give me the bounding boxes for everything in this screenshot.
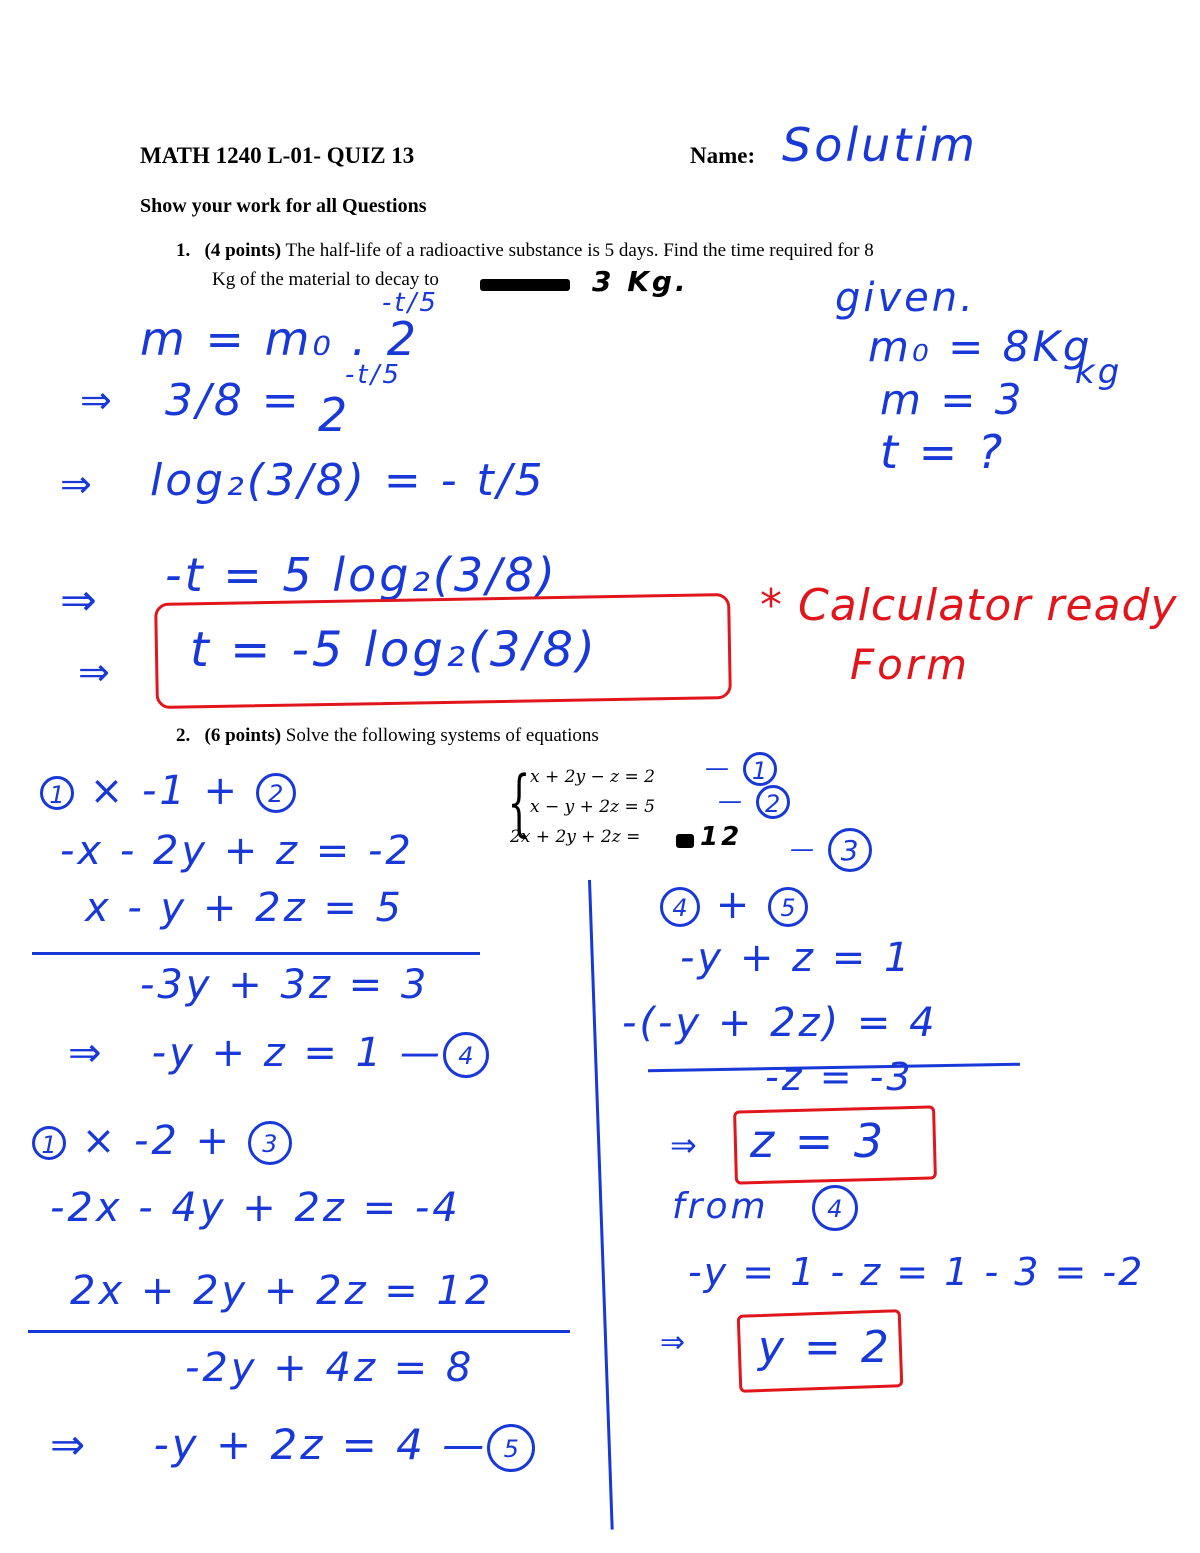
- given-unit: kg: [1075, 352, 1123, 392]
- combine-header: [660, 882, 808, 928]
- step-b-result-eq: -y + 2z = 4: [153, 1420, 426, 1469]
- combine-circle-1: 4: [660, 887, 700, 927]
- calculator-note-line2: Form: [850, 640, 971, 689]
- system-tag-1: — 1: [705, 752, 777, 786]
- q2-number: 2.: [176, 725, 191, 746]
- q1-step1-lhs: 3/8 =: [165, 375, 302, 426]
- implies-5: ⇒: [68, 1030, 105, 1076]
- step-b-eq2: 2x + 2y + 2z = 12: [70, 1268, 494, 1314]
- tag-circle-3: 3: [828, 828, 872, 872]
- given-t: t = ?: [880, 425, 1006, 479]
- quiz-title: MATH 1240 L-01- QUIZ 13: [140, 143, 415, 168]
- implies-2: ⇒: [60, 462, 95, 506]
- q1-formula-exponent: -t/5: [382, 288, 439, 318]
- implies-4: ⇒: [78, 650, 113, 694]
- q1-handwritten-target: 3 Kg.: [592, 265, 689, 298]
- q1-step1-rhs: 2: [318, 388, 351, 442]
- z-result: z = 3: [750, 1114, 887, 1168]
- step-b-sum: -2y + 4z = 8: [185, 1345, 475, 1391]
- q1-number: 1.: [176, 240, 191, 261]
- instructions: Show your work for all Questions: [140, 195, 427, 217]
- implies-3: ⇒: [60, 575, 100, 626]
- tag-circle-1: 1: [743, 752, 777, 786]
- given-m: m = 3: [880, 375, 1025, 424]
- redaction-mark-2: [676, 834, 694, 848]
- q1-step4: t = -5 log₂(3/8): [190, 622, 598, 678]
- step-b-label: × -2 +: [81, 1118, 233, 1164]
- q1-formula: m = m₀ . 2: [140, 312, 419, 366]
- step-b-result: ⇒ -y + 2z = 4 — 5: [50, 1420, 535, 1472]
- step-a-result: ⇒ -y + z = 1 — 4: [68, 1030, 489, 1078]
- combine-label: +: [715, 882, 753, 928]
- system-brace: {: [507, 760, 531, 844]
- implies-6: ⇒: [50, 1420, 89, 1469]
- name-label: Name:: [690, 143, 756, 168]
- y-result: y = 2: [758, 1322, 892, 1373]
- step-a-result-eq: -y + z = 1: [151, 1030, 385, 1076]
- combine-circle-2: 5: [768, 887, 808, 927]
- given-label: given.: [835, 275, 976, 321]
- q2-line: [176, 725, 599, 747]
- step-a-label: × -1 +: [89, 768, 241, 814]
- right-eq1: -y + z = 1: [680, 935, 913, 981]
- step-a-header: [40, 768, 296, 814]
- step-a-circle-2: 2: [256, 773, 296, 813]
- calculator-note-line1: * Calculator ready: [760, 580, 1178, 631]
- q2-points: (6 points): [204, 725, 282, 746]
- q1-text-line2: Kg of the material to decay to: [212, 269, 439, 290]
- q1-step2: log₂(3/8) = - t/5: [150, 455, 546, 506]
- system-eq3: 2x + 2y + 2z =: [510, 827, 641, 847]
- step-b-eq1: -2x - 4y + 2z = -4: [50, 1185, 461, 1231]
- system-eq2: x − y + 2z = 5: [530, 797, 655, 817]
- redaction-mark: [480, 279, 570, 291]
- step-a-eq2: x - y + 2z = 5: [85, 885, 404, 931]
- q1-step3: -t = 5 log₂(3/8): [165, 548, 558, 602]
- q1-step1-exponent: -t/5: [345, 360, 402, 390]
- step-a-divider: [32, 952, 480, 955]
- given-m0: m₀ = 8Kg: [868, 322, 1093, 371]
- q1-points: (4 points): [204, 240, 282, 261]
- system-tag-2: — 2: [718, 785, 790, 819]
- step-a-sum: -3y + 3z = 3: [140, 962, 430, 1008]
- from-circle: 4: [812, 1185, 858, 1231]
- from-label: from: [672, 1186, 769, 1227]
- right-sum: -z = -3: [765, 1055, 914, 1099]
- y-step: -y = 1 - z = 1 - 3 = -2: [688, 1250, 1145, 1294]
- step-b-header: [32, 1118, 292, 1165]
- step-b-divider: [28, 1330, 570, 1333]
- step-a-eq1: -x - 2y + z = -2: [60, 828, 414, 874]
- q1-line1: [176, 240, 874, 262]
- q2-text: Solve the following systems of equations: [285, 725, 599, 746]
- name-value: Solutim: [782, 118, 978, 172]
- implies-8: ⇒: [660, 1325, 689, 1360]
- step-a-circle-1: 1: [40, 776, 74, 810]
- system-eq1: x + 2y − z = 2: [530, 767, 655, 787]
- tag-circle-5: 5: [487, 1424, 535, 1472]
- implies-7: ⇒: [670, 1126, 700, 1164]
- tag-circle-2: 2: [756, 785, 790, 819]
- step-b-circle-2: 3: [248, 1121, 292, 1165]
- implies-1: ⇒: [80, 378, 115, 422]
- step-b-circle-1: 1: [32, 1126, 66, 1160]
- q1-text-line1: The half-life of a radioactive substance is 5 days. Find the time required for 8: [285, 240, 874, 261]
- system-tag-3: — 3: [790, 828, 872, 872]
- from-line: [672, 1185, 858, 1231]
- column-divider: [588, 880, 614, 1530]
- system-eq3-rhs: 12: [700, 822, 743, 852]
- tag-circle-4: 4: [443, 1032, 489, 1078]
- right-eq2: -(-y + 2z) = 4: [622, 1000, 938, 1046]
